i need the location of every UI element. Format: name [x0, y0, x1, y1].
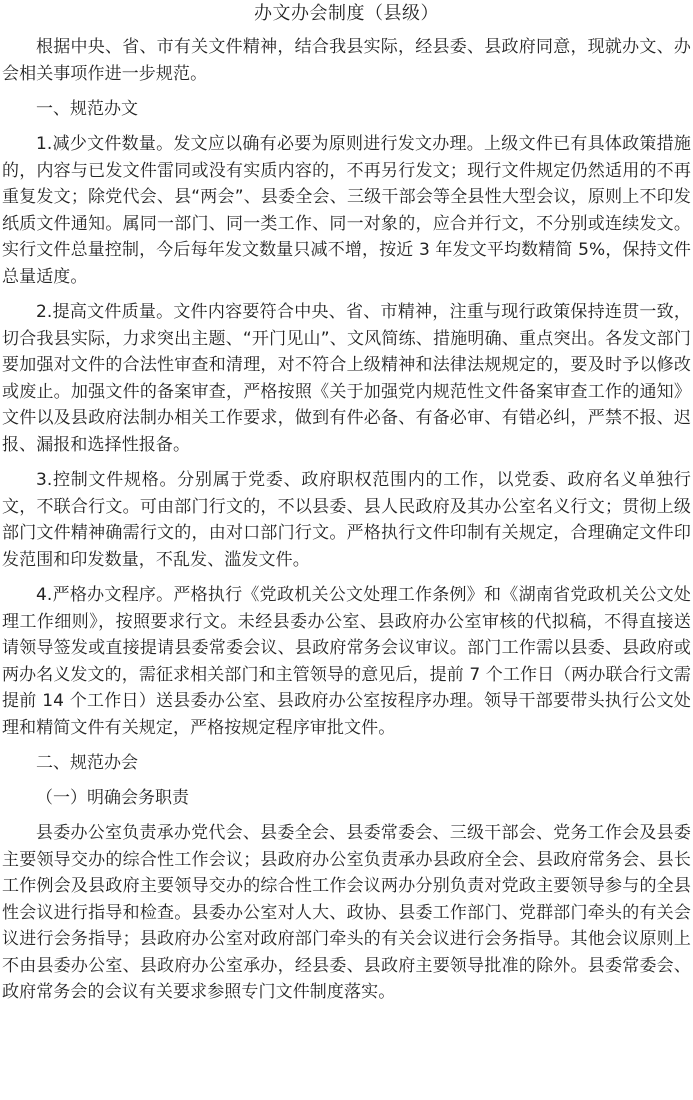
document-title: 办文办会制度（县级）	[254, 3, 439, 24]
item-control-specs: 3.控制文件规格。分别属于党委、政府职权范围内的工作，以党委、政府名义单独行文，不联合行文。可由部门行文的，不以县委、县人民政府及其办公室名义行文；贯彻上级部门文件精神确需行文的，由对口部门行文。严格执行文件印制有关规定，合理确定文件印发范围和印发数量，不乱发、滥发文件。	[2, 470, 691, 570]
document-page	[0, 3, 693, 1100]
item-strict-procedure: 4.严格办文程序。严格执行《党政机关公文处理工作条例》和《湖南省党政机关公文处理工作细则》，按照要求行文。未经县委办公室、县政府办公室审核的代拟稿，不得直接送请领导签发或直接提请县委常委会议、县政府常务会议审议。部门工作需以县委、县政府或两办名义发文的，需征求相关部门和主管领导的意见后，提前 7 个工作日（两办联合行文需提前 14 个工作日）送县委办公室、县政府办公室按程序办理。领导干部要带头执行公文处理和精简文件有关规定，严格按规定程序审批文件。	[2, 585, 691, 738]
intro-paragraph: 根据中央、省、市有关文件精神，结合我县实际，经县委、县政府同意，现就办文、办会相关事项作进一步规范。	[2, 37, 691, 84]
meeting-duties-paragraph: 县委办公室负责承办党代会、县委全会、县委常委会、三级干部会、党务工作会及县委主要领导交办的综合性工作会议；县政府办公室负责承办县政府全会、县政府常务会、县长工作例会及县政府主要领导交办的综合性工作会议两办分别负责对党政主要领导参与的全县性会议进行指导和检查。县委办公室对人大、政协、县委工作部门、党群部门牵头的有关会议进行会务指导；县政府办公室对政府部门牵头的有关会议进行会务指导。其他会议原则上不由县委办公室、县政府办公室承办，经县委、县政府主要领导批准的除外。县委常委会、政府常务会的会议有关要求参照专门文件制度落实。	[2, 823, 691, 1002]
item-improve-quality: 2.提高文件质量。文件内容要符合中央、省、市精神，注重与现行政策保持连贯一致，切合我县实际，力求突出主题、“开门见山”、文风简练、措施明确、重点突出。各发文部门要加强对文件的合法性审查和清理，对不符合上级精神和法律法规规定的，要及时予以修改或废止。加强文件的备案审查，严格按照《关于加强党内规范性文件备案审查工作的通知》文件以及县政府法制办相关工作要求，做到有件必备、有备必审、有错必纠，严禁不报、迟报、漏报和选择性报备。	[2, 302, 691, 455]
section-heading-meeting-handling: 二、规范办会	[36, 753, 138, 773]
item-reduce-documents: 1.减少文件数量。发文应以确有必要为原则进行发文办理。上级文件已有具体政策措施的，内容与已发文件雷同或没有实质内容的，不再另行发文；现行文件规定仍然适用的不再重复发文；除党代会、县“两会”、县委全会、三级干部会等全县性大型会议，原则上不印发纸质文件通知。属同一部门、同一类工作、同一对象的，应合并行文，不分别或连续发文。实行文件总量控制，今后每年发文数量只减不增，按近 3 年发文平均数精简 5%，保持文件总量适度。	[2, 134, 691, 287]
subsection-heading-meeting-duties: （一）明确会务职责	[36, 788, 189, 808]
section-heading-document-handling: 一、规范办文	[36, 99, 138, 119]
